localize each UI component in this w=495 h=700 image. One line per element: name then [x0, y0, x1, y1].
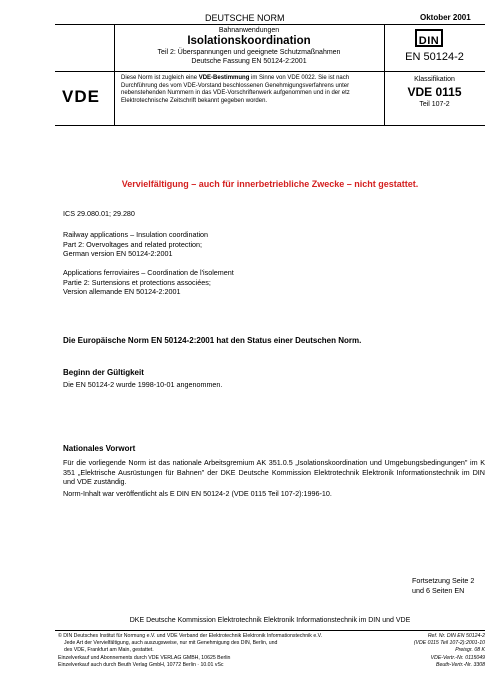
reproduction-warning: Vervielfältigung – auch für innerbetriebliche Zwecke – nicht gestattet. [121, 179, 419, 189]
german-version: Deutsche Fassung EN 50124-2:2001 [191, 58, 307, 65]
header-bottom-rule [55, 125, 485, 126]
title-block [114, 26, 384, 66]
footer-copyright [58, 633, 378, 669]
footer-rule [55, 630, 485, 631]
vde-logo-text: VDE [62, 87, 100, 106]
part-title: Teil 2: Überspannungen und geeignete Schutzmaßnahmen [157, 49, 341, 56]
vde-notice-pre: Diese Norm ist zugleich eine [121, 75, 199, 81]
vde-part: Teil 107-2 [419, 101, 450, 108]
reference-line: (VDE 0115 Teil 107-2):2001-10 [413, 640, 485, 647]
publication-date: Oktober 2001 [420, 13, 471, 22]
validity-text: Die EN 50124-2 wurde 1998-10-01 angenommen. [63, 380, 223, 389]
reference-line: Beuth-Vertr.-Nr. 3308 [435, 661, 485, 668]
french-titles [63, 268, 234, 297]
classification-label: Klassifikation [414, 76, 455, 83]
reference-line: VDE-Vertr.-Nr. 0115049 [430, 654, 485, 661]
french-title-line: Partie 2: Surtensions et protections associées; [63, 277, 211, 287]
continuation-line: und 6 Seiten EN [412, 585, 465, 595]
footer-line: Einzelverkauf und Abonnements durch VDE VERLAG GMBH, 10625 Berlin [58, 654, 231, 661]
footer-line: des VDE, Frankfurt am Main, gestattet. [64, 647, 154, 654]
footer-line: Jede Art der Vervielfältigung, auch auszugsweise, nur mit Genehmigung des DIN, Berlin, und [64, 640, 278, 647]
validity-heading: Beginn der Gültigkeit [63, 368, 144, 377]
standard-type: DEUTSCHE NORM [205, 13, 285, 23]
vde-number: VDE 0115 [407, 85, 462, 99]
vde-notice-post: im Sinne von VDE 0022. Sie ist nach Durchführung des vom VDE-Vorstand beschlossenen Genehmigungsverfahrens unter nebenstehenden Nummern in das VDE-Vorschriftenwerk aufgenommen und in der etz Elektrotechnische Zeitschrift bekannt gegeben worden. [121, 75, 350, 104]
reference-line: Preisgr. 08 K [455, 647, 485, 654]
en-number: EN 50124-2 [405, 51, 464, 63]
foreword-paragraph-2: Norm-Inhalt war veröffentlicht als E DIN EN 50124-2 (VDE 0115 Teil 107-2):1996-10. [63, 489, 332, 498]
din-logo-text: DIN [418, 35, 440, 47]
status-statement: Die Europäische Norm EN 50124-2:2001 hat den Status einer Deutschen Norm. [63, 336, 362, 345]
ics-code: ICS 29.080.01; 29.280 [63, 209, 135, 218]
dke-line: DKE Deutsche Kommission Elektrotechnik Elektronik Informationstechnik im DIN und VDE [129, 617, 411, 624]
french-title-line: Version allemande EN 50124-2:2001 [63, 287, 181, 296]
header-mid-rule [55, 71, 485, 72]
vde-notice-bold: VDE-Bestimmung [198, 75, 250, 81]
french-title-line: Applications ferroviaires – Coordination de l'isolement [63, 268, 234, 277]
english-title-line: Railway applications – Insulation coordination [63, 230, 209, 239]
english-title-line: German version EN 50124-2:2001 [63, 249, 173, 258]
footer-reference [385, 633, 485, 669]
footer-line: Einzelverkauf auch durch Beuth Verlag GmbH, 10772 Berlin · 10.01 vSc [58, 661, 224, 668]
vde-logo [62, 87, 112, 107]
document-title: Isolationskoordination [187, 35, 311, 47]
english-titles [63, 230, 208, 259]
footer-line: © DIN Deutsches Institut für Normung e.V. und VDE Verband der Elektrotechnik Elektronik Informationstechnik e.V. [58, 633, 323, 639]
vde-notice [121, 75, 379, 105]
foreword-paragraph-1: Für die vorliegende Norm ist das nationale Arbeitsgremium AK 351.0.5 „Isolationskoordination und Umgebungsbedingungen" im K 351 „Elektrische Ausrüstungen für Bahnen" der DKE Deutsche Kommission Elektrotechnik Elektronik Informationstechnik im DIN und VDE zuständig. [63, 458, 485, 486]
classification-block [384, 75, 485, 109]
continuation-note [412, 576, 474, 595]
header-top-rule [55, 24, 485, 25]
subject: Bahnanwendungen [218, 27, 280, 34]
continuation-line: Fortsetzung Seite 2 [412, 576, 475, 585]
foreword-heading: Nationales Vorwort [63, 444, 136, 453]
english-title-line: Part 2: Overvoltages and related protection; [63, 239, 203, 249]
reference-line: Ref. Nr. DIN EN 50124-2 [427, 633, 485, 639]
din-logo [415, 29, 443, 47]
